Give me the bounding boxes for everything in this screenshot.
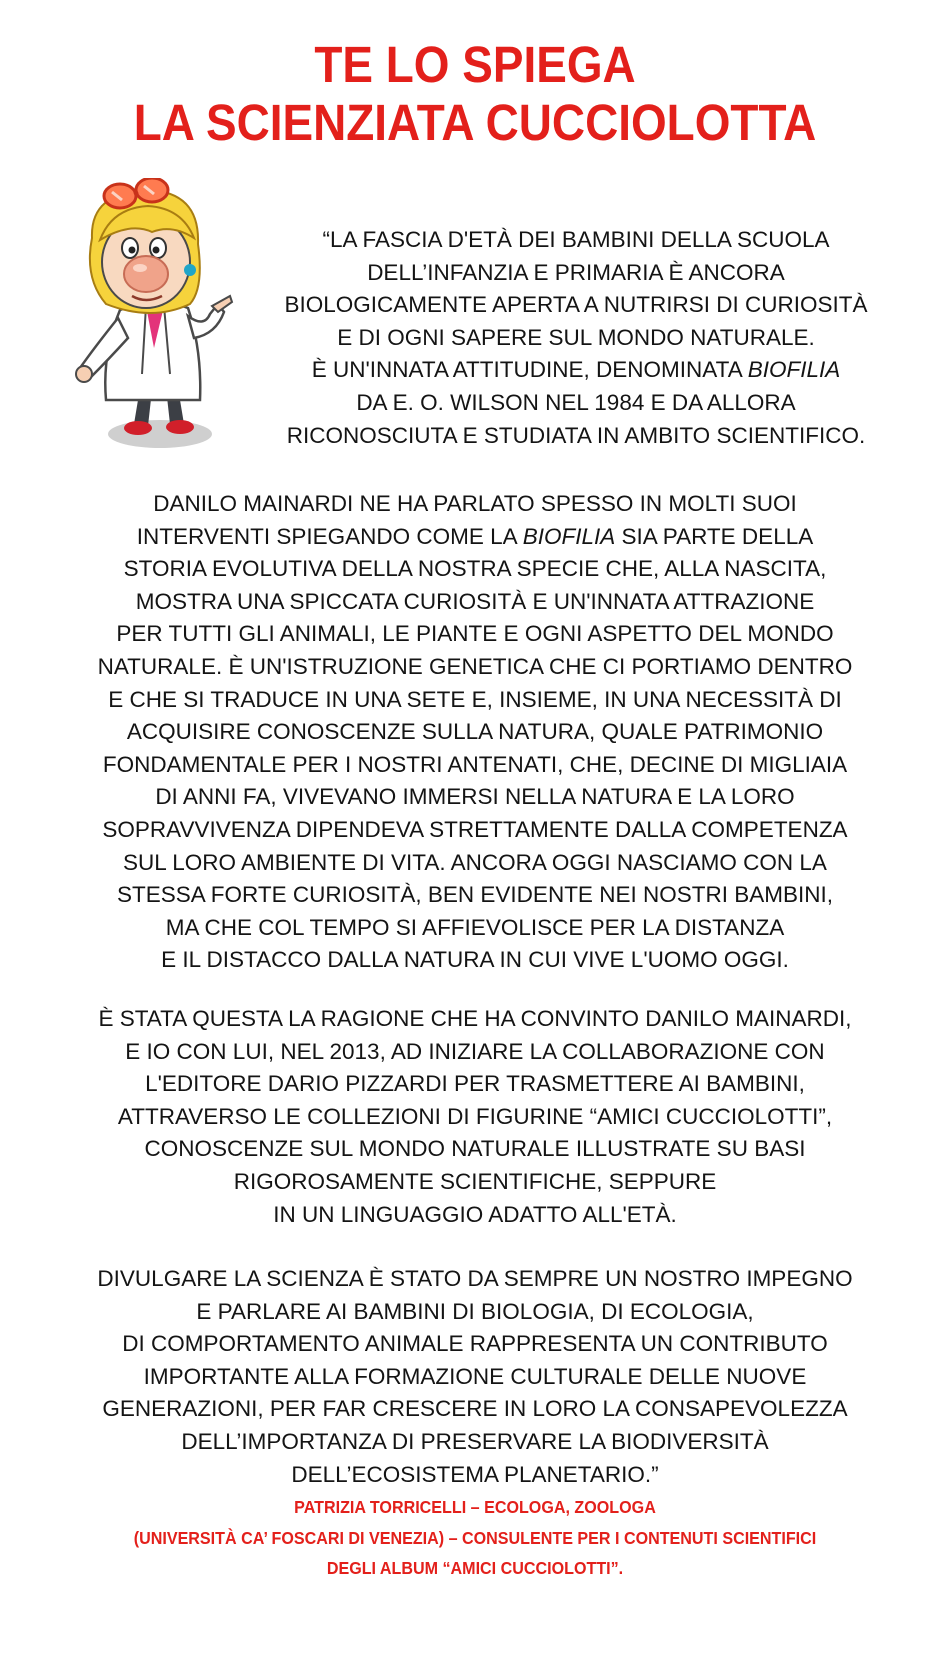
text-line xyxy=(40,1003,910,1036)
text-segment: STORIA EVOLUTIVA DELLA NOSTRA SPECIE CHE, ALLA NASCITA, xyxy=(123,556,827,582)
text-line xyxy=(40,716,910,749)
body-paragraph-3 xyxy=(40,1263,910,1491)
text-line xyxy=(40,1133,910,1166)
text-line xyxy=(40,553,910,586)
text-segment: E CHE SI TRADUCE IN UNA SETE E, INSIEME, IN UNA NECESSITÀ DI xyxy=(108,686,842,712)
text-line xyxy=(40,847,910,880)
text-segment: NATURALE. È UN'ISTRUZIONE GENETICA CHE CI PORTIAMO DENTRO xyxy=(97,653,853,679)
text-line xyxy=(252,354,900,387)
text-segment: L'EDITORE DARIO PIZZARDI PER TRASMETTERE AI BAMBINI, xyxy=(145,1071,805,1097)
text-line xyxy=(252,257,900,290)
text-line xyxy=(40,1361,910,1394)
text-line xyxy=(252,420,900,453)
text-segment: PER TUTTI GLI ANIMALI, LE PIANTE E OGNI ASPETTO DEL MONDO xyxy=(116,621,834,647)
text-segment: ACQUISIRE CONOSCENZE SULLA NATURA, QUALE PATRIMONIO xyxy=(126,719,824,745)
text-segment: È STATA QUESTA LA RAGIONE CHE HA CONVINTO DANILO MAINARDI, xyxy=(98,1006,852,1031)
text-line xyxy=(40,781,910,814)
text-line xyxy=(40,1036,910,1069)
text-segment: MA CHE COL TEMPO SI AFFIEVOLISCE PER LA DISTANZA xyxy=(165,914,785,940)
text-line xyxy=(40,1263,910,1296)
text-segment: INTERVENTI SPIEGANDO COME LA xyxy=(136,523,523,549)
title-line-2: LA SCIENZIATA CUCCIOLOTTA xyxy=(133,94,817,151)
text-line xyxy=(40,1166,910,1199)
text-line xyxy=(40,1459,910,1492)
page-title xyxy=(48,36,903,152)
text-segment: CONOSCENZE SUL MONDO NATURALE ILLUSTRATE SU BASI xyxy=(144,1136,806,1162)
text-segment: IMPORTANTE ALLA FORMAZIONE CULTURALE DELLE NUOVE xyxy=(143,1363,807,1389)
text-segment: MOSTRA UNA SPICCATA CURIOSITÀ E UN'INNATA ATTRAZIONE xyxy=(135,588,815,614)
text-line xyxy=(40,879,910,912)
text-segment: DELL’ECOSISTEMA PLANETARIO.” xyxy=(291,1461,659,1487)
text-line xyxy=(252,289,900,322)
text-line xyxy=(40,618,910,651)
text-line xyxy=(40,944,910,977)
text-line xyxy=(40,1426,910,1459)
text-line xyxy=(40,488,910,521)
text-line xyxy=(40,521,910,554)
text-line xyxy=(252,322,900,355)
signature-line-1: PATRIZIA TORRICELLI – ECOLOGA, ZOOLOGA xyxy=(294,1497,656,1517)
emphasized-term: BIOFILIA xyxy=(522,523,616,549)
text-segment: E DI OGNI SAPERE SUL MONDO NATURALE. xyxy=(337,324,815,350)
text-segment: DIVULGARE LA SCIENZA È STATO DA SEMPRE UN NOSTRO IMPEGNO xyxy=(97,1266,853,1291)
text-segment: RIGOROSAMENTE SCIENTIFICHE, SEPPURE xyxy=(233,1168,717,1194)
text-segment: E PARLARE AI BAMBINI DI BIOLOGIA, DI ECOLOGIA, xyxy=(196,1298,754,1324)
text-line xyxy=(40,1068,910,1101)
signature-line-2: (UNIVERSITÀ CA’ FOSCARI DI VENEZIA) – CONSULENTE PER I CONTENUTI SCIENTIFICI xyxy=(133,1527,817,1548)
text-segment: E IL DISTACCO DALLA NATURA IN CUI VIVE L'UOMO OGGI. xyxy=(161,947,789,973)
text-segment: DI ANNI FA, VIVEVANO IMMERSI NELLA NATURA E LA LORO xyxy=(155,784,795,810)
text-line xyxy=(40,684,910,717)
text-segment: RICONOSCIUTA E STUDIATA IN AMBITO SCIENTIFICO. xyxy=(286,422,866,448)
text-line xyxy=(40,814,910,847)
text-segment: È UN'INNATA ATTITUDINE, DENOMINATA xyxy=(311,357,748,383)
text-segment: “LA FASCIA D'ETÀ DEI BAMBINI DELLA SCUOLA xyxy=(322,227,830,252)
text-line xyxy=(40,1101,910,1134)
text-segment: STESSA FORTE CURIOSITÀ, BEN EVIDENTE NEI NOSTRI BAMBINI, xyxy=(117,882,833,908)
intro-quote xyxy=(252,224,900,452)
text-segment: E IO CON LUI, NEL 2013, AD INIZIARE LA COLLABORAZIONE CON xyxy=(125,1038,825,1064)
text-line xyxy=(252,224,900,257)
text-segment: DI COMPORTAMENTO ANIMALE RAPPRESENTA UN CONTRIBUTO xyxy=(122,1331,828,1357)
scientist-character-illustration xyxy=(72,178,242,468)
text-line xyxy=(40,651,910,684)
body-paragraph-1 xyxy=(40,488,910,977)
text-segment: SOPRAVVIVENZA DIPENDEVA STRETTAMENTE DALLA COMPETENZA xyxy=(102,816,848,842)
text-segment: SUL LORO AMBIENTE DI VITA. ANCORA OGGI NASCIAMO CON LA xyxy=(123,849,827,875)
text-line xyxy=(40,1199,910,1232)
text-line xyxy=(40,586,910,619)
signature-line-3: DEGLI ALBUM “AMICI CUCCIOLOTTI”. xyxy=(326,1558,624,1578)
text-line xyxy=(252,387,900,420)
text-segment: ATTRAVERSO LE COLLEZIONI DI FIGURINE “AMICI CUCCIOLOTTI”, xyxy=(117,1103,833,1129)
text-line xyxy=(40,912,910,945)
text-segment: GENERAZIONI, PER FAR CRESCERE IN LORO LA CONSAPEVOLEZZA xyxy=(102,1396,848,1422)
text-segment: DA E. O. WILSON NEL 1984 E DA ALLORA xyxy=(356,389,796,415)
text-segment: SIA PARTE DELLA xyxy=(615,523,814,549)
text-line xyxy=(40,1296,910,1329)
text-segment: IN UN LINGUAGGIO ADATTO ALL'ETÀ. xyxy=(273,1201,677,1227)
text-segment: DANILO MAINARDI NE HA PARLATO SPESSO IN MOLTI SUOI xyxy=(153,491,797,516)
author-signature xyxy=(38,1492,912,1584)
title-line-1: TE LO SPIEGA xyxy=(314,36,636,93)
text-line xyxy=(40,1328,910,1361)
text-line xyxy=(40,749,910,782)
text-segment: BIOLOGICAMENTE APERTA A NUTRIRSI DI CURIOSITÀ xyxy=(284,292,868,318)
text-line xyxy=(40,1393,910,1426)
text-segment: FONDAMENTALE PER I NOSTRI ANTENATI, CHE, DECINE DI MIGLIAIA xyxy=(102,751,848,777)
text-segment: DELL’INFANZIA E PRIMARIA È ANCORA xyxy=(367,259,785,285)
text-segment: DELL’IMPORTANZA DI PRESERVARE LA BIODIVERSITÀ xyxy=(181,1428,769,1454)
emphasized-term: BIOFILIA xyxy=(747,357,841,383)
body-paragraph-2 xyxy=(40,1003,910,1231)
